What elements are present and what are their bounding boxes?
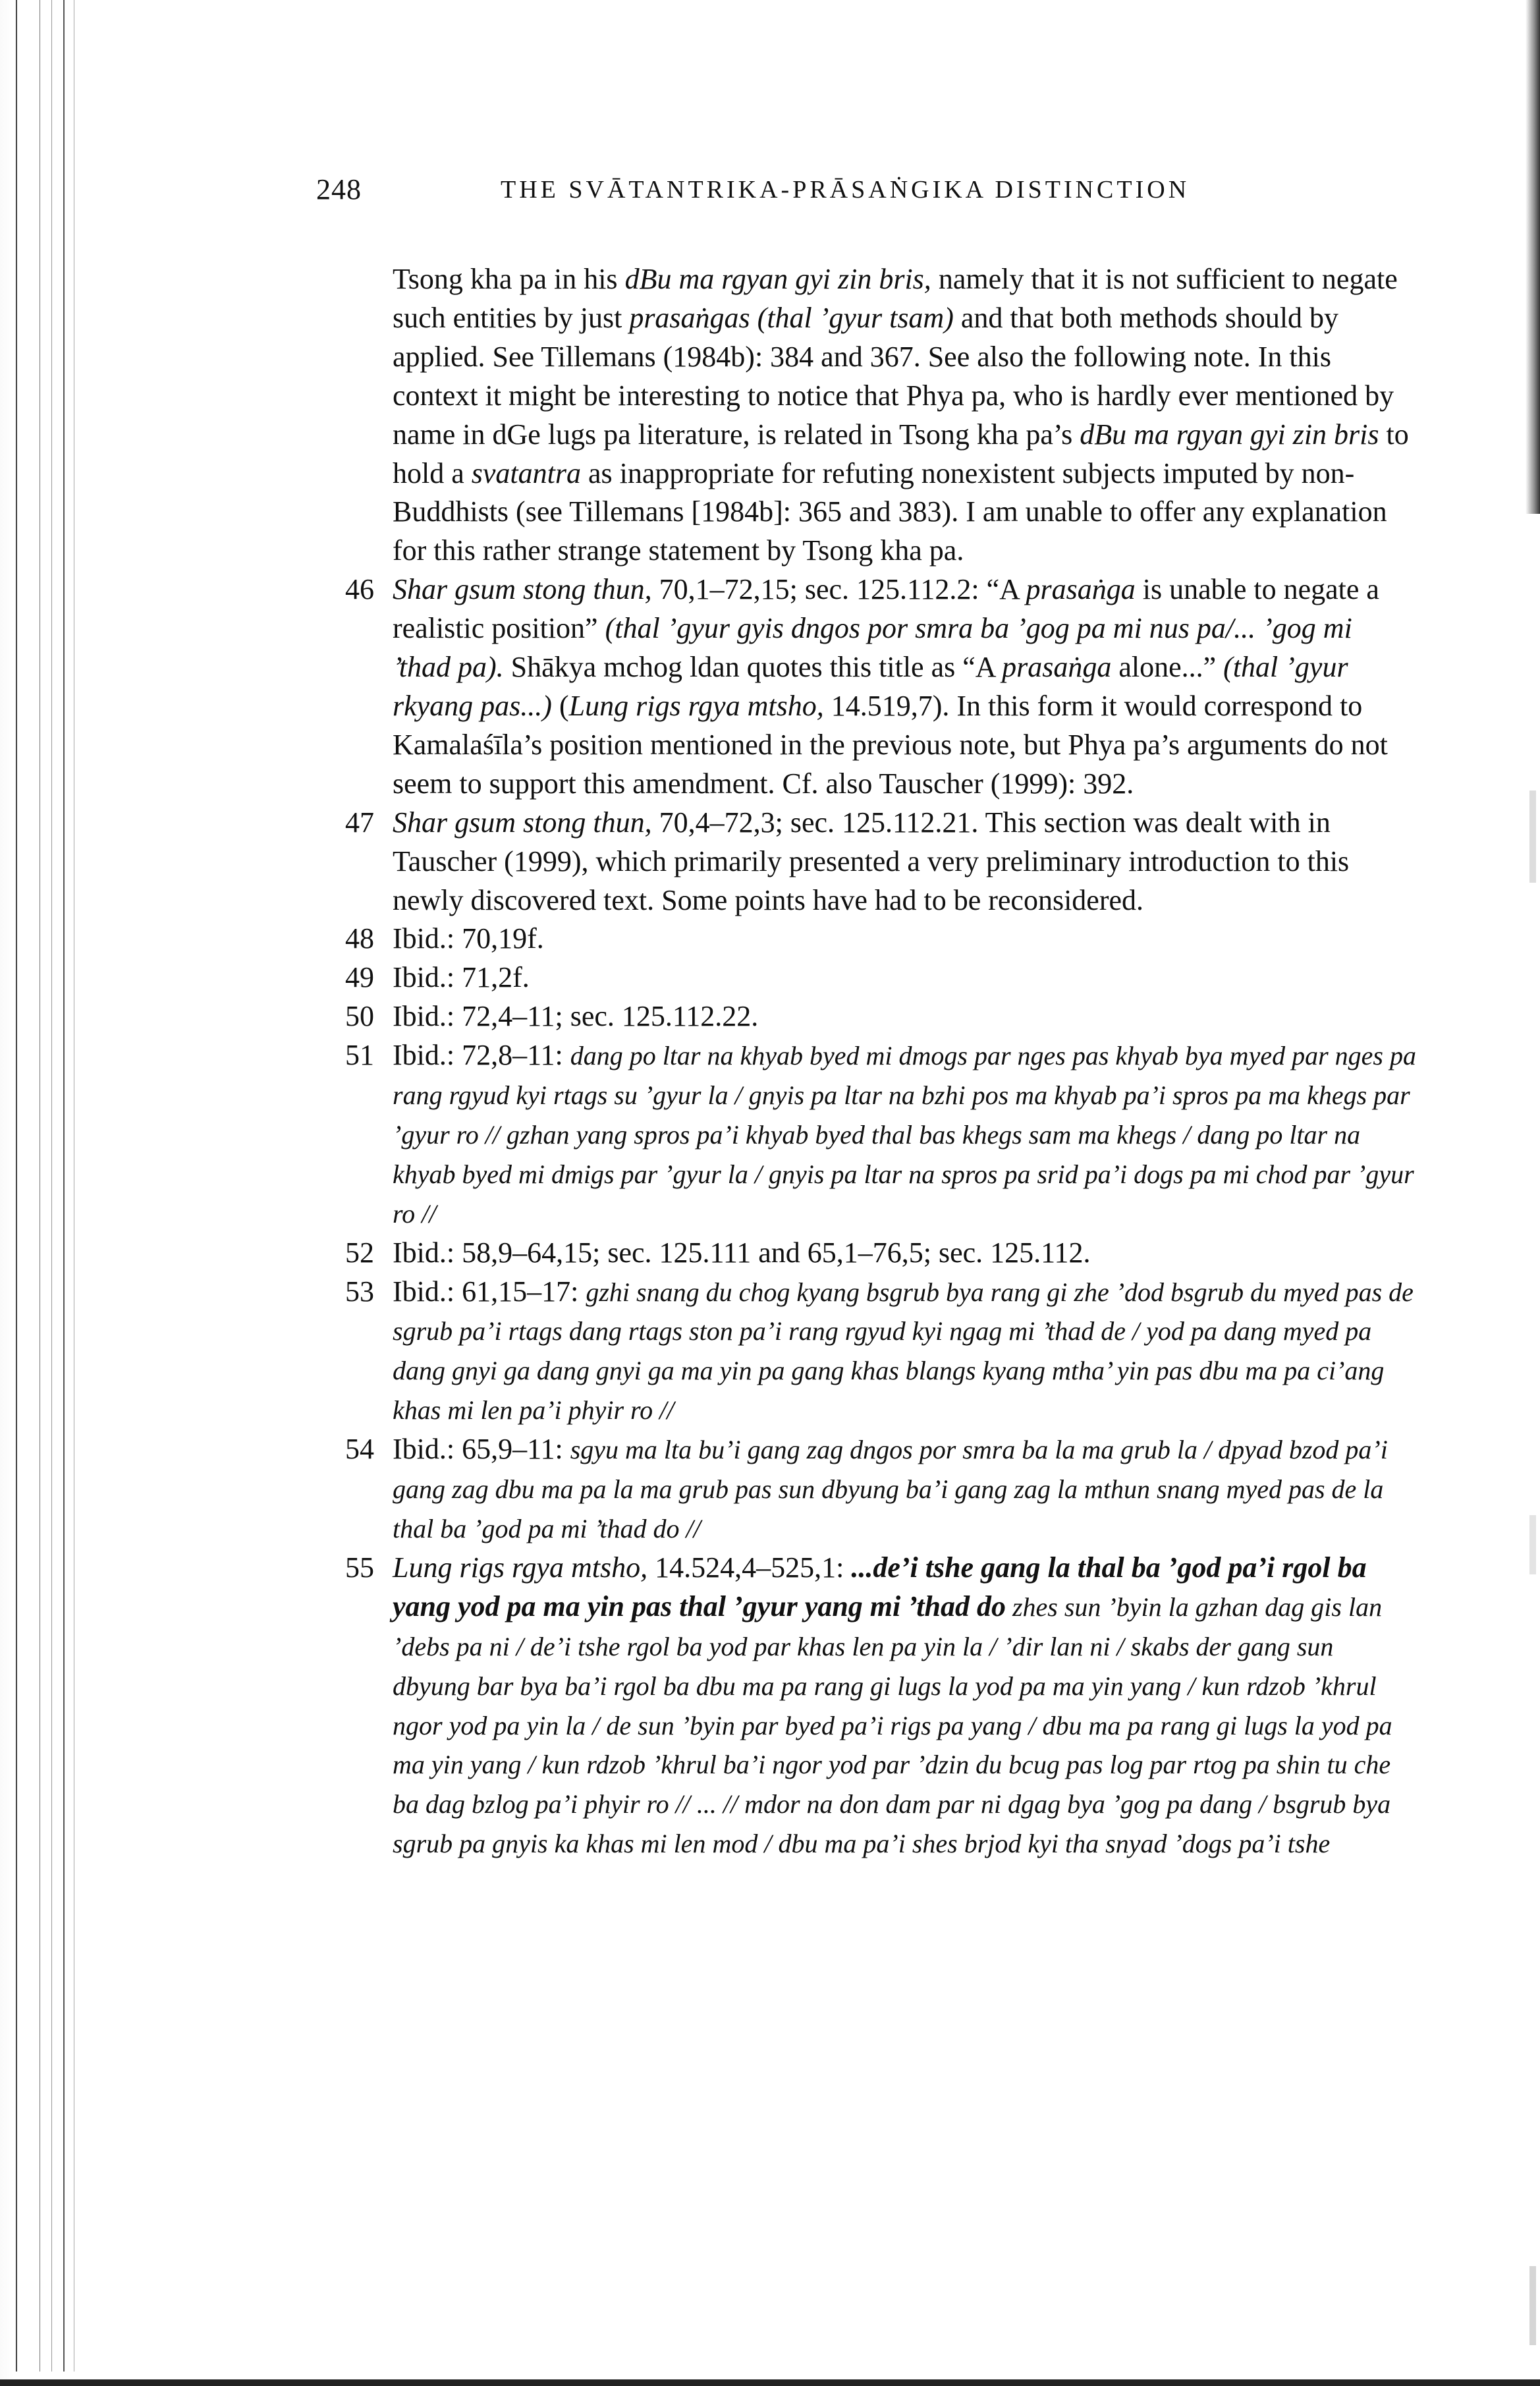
note-55: [345, 1549, 1416, 1864]
note-text: Tsong kha pa in his: [393, 263, 625, 295]
note-number: 46: [345, 573, 374, 606]
note-text: alone...”: [1111, 651, 1224, 684]
note-51: [345, 1036, 1416, 1234]
note-text: Ibid.: 72,4–11; sec. 125.112.22.: [393, 1000, 759, 1033]
note-number: 47: [345, 806, 374, 839]
note-number: 49: [345, 961, 374, 994]
note-title: Shar gsum stong thun,: [393, 806, 652, 839]
note-text: Ibid.: 61,15–17:: [393, 1275, 586, 1308]
note-text: and that both methods should by applied. See Tillemans (1984b): 384 and 367. See also the following note. In this context it might be interesting to notice that Phya pa, who is hardly ever mentioned by name in dGe lugs pa literature, is related in Tsong kha pa’s: [393, 301, 1394, 451]
note-term: prasaṅga: [1002, 651, 1112, 684]
note-term: svatantra: [471, 457, 581, 489]
note-term: prasaṅgas (thal ’gyur tsam): [629, 301, 954, 334]
note-tibetan: gzhi snang du chog kyang bsgrub bya rang gi zhe ’dod bsgrub du myed pas de sgrub pa’i rtags dang rtags ston pa’i rang rgyud kyi ngag mi ’thad de / yod pa dang myed pa dang gnyi ga dang gnyi ga ma yin pa gang khas blangs kyang mtha’ yin pas dbu ma pa ci’ang khas mi len pa’i phyir ro //: [393, 1277, 1414, 1426]
note-tibetan: sgyu ma lta bu’i gang zag dngos por smra ba la ma grub la / dpyad bzod pa’i gang zag dbu ma pa la ma grub pas sun dbyung ba’i gang zag la mthun snang myed pas de la thal ba ’god pa mi ’thad do //: [393, 1435, 1388, 1543]
scan-speckle: [1529, 2266, 1536, 2345]
note-text: namely that it is not sufficient to negate such entities by just: [393, 263, 1398, 334]
note-tibetan: (thal ’gyur gyis dngos por smra ba ’gog pa mi nus pa/... ’gog mi ’thad pa).: [393, 612, 1352, 684]
note-text: 70,4–72,3; sec. 125.112.21. This section was dealt with in Tauscher (1999), which primarily presented a very preliminary introduction to this newly discovered text. Some points have had to be reconsidered.: [393, 806, 1350, 916]
note-text: Ibid.: 70,19f.: [393, 922, 544, 955]
note-text: (: [551, 689, 569, 722]
gutter-line: [16, 0, 17, 2372]
note-title: Lung rigs rgya mtsho,: [568, 689, 824, 722]
note-number: 55: [345, 1551, 374, 1584]
scan-bottom-edge: [0, 2379, 1540, 2386]
page-number: 248: [316, 173, 362, 206]
note-title: Shar gsum stong thun,: [393, 573, 652, 606]
note-number: 52: [345, 1236, 374, 1269]
running-head: THE SVĀTANTRIKA-PRĀSAṄGIKA DISTINCTION: [501, 176, 1190, 204]
note-number: 50: [345, 1000, 374, 1033]
note-text: as inappropriate for refuting nonexistent subjects imputed by non-Buddhists (see Tillemans [1984b]: 365 and 383). I am unable to offer any explanation for this rather strange statement by Tsong kha pa.: [393, 457, 1387, 567]
endnotes: [345, 260, 1416, 1864]
note-text: Ibid.: 65,9–11:: [393, 1433, 570, 1466]
note-48: [345, 920, 1416, 958]
note-53: [345, 1273, 1416, 1431]
note-text: 14.524,4–525,1:: [647, 1551, 852, 1584]
note-text: is unable to negate a realistic position”: [393, 573, 1379, 645]
scan-right-edge: [1526, 0, 1540, 514]
note-text: Ibid.: 72,8–11:: [393, 1039, 570, 1072]
note-49: [345, 958, 1416, 997]
note-text: Ibid.: 71,2f.: [393, 961, 530, 994]
note-title: Lung rigs rgya mtsho,: [393, 1551, 648, 1584]
note-term: prasaṅga: [1026, 573, 1136, 606]
note-number: 51: [345, 1039, 374, 1072]
note-52: [345, 1234, 1416, 1273]
note-54: [345, 1430, 1416, 1549]
note-text: 70,1–72,15; sec. 125.112.2: “A: [651, 573, 1026, 606]
note-title: dBu ma rgyan gyi zin bris: [1080, 418, 1379, 451]
note-text: to hold a: [393, 418, 1409, 489]
note-50: [345, 997, 1416, 1036]
note-number: 48: [345, 922, 374, 955]
gutter-line: [51, 0, 52, 2372]
note-number: 53: [345, 1275, 374, 1308]
note-tibetan: dang po ltar na khyab byed mi dmogs par nges pas khyab bya myed par nges pa rang rgyud kyi rtags su ’gyur la / gnyis pa ltar na bzhi pos ma khyab pa’i spros pa ma khegs par ’gyur ro // gzhan yang spros pa’i khyab byed thal bas khegs sam ma khegs / dang po ltar na khyab byed mi dmigs par ’gyur la / gnyis pa ltar na spros pa srid pa’i dogs pa mi chod par ’gyur ro //: [393, 1041, 1416, 1229]
note-45-continuation: [369, 260, 1416, 570]
note-text: 14.519,7). In this form it would correspond to Kamalaśīla’s position mentioned in the previous note, but Phya pa’s arguments do not seem to support this amendment. Cf. also Tauscher (1999): 392.: [393, 689, 1388, 800]
note-tibetan: zhes sun ’byin la gzhan dag gis lan ’debs pa ni / de’i tshe rgol ba yod par khas len pa yin la / ’dir lan ni / skabs der gang sun dbyung bar bya ba’i rgol ba dbu ma pa rang gi lugs la yod pa ma yin yang / kun rdzob ’khrul ngor yod pa yin la / de sun ’byin par byed pa’i rigs pa yang / dbu ma pa rang gi lugs la yod pa ma yin yang / kun rdzob ’khrul ba’i ngor yod par ’dzin du bcug pas log par rtog pa shin tu che ba dag bzlog pa’i phyir ro // ... // mdor na don dam par ni dgag bya ’gog pa dang / bsgrub bya sgrub pa gnyis ka khas mi len mod / dbu ma pa’i shes brjod kyi tha snyad ’dogs pa’i tshe: [393, 1592, 1392, 1859]
gutter-line: [63, 0, 65, 2372]
note-tibetan: (thal ’gyur rkyang pas...): [393, 651, 1348, 722]
note-title: dBu ma rgyan gyi zin bris,: [624, 263, 931, 295]
note-text: Ibid.: 58,9–64,15; sec. 125.111 and 65,1–76,5; sec. 125.112.: [393, 1236, 1091, 1269]
note-text: Shākya mchog ldan quotes this title as “A: [503, 651, 1003, 684]
note-tibetan-emphasis: ...de’i tshe gang la thal ba ’god pa’i rgol ba yang yod pa ma yin pas thal ’gyur yang mi ’thad do: [393, 1551, 1367, 1623]
note-47: [345, 804, 1416, 920]
note-46: [345, 570, 1416, 803]
scan-speckle: [1529, 791, 1536, 883]
scan-gutter: [0, 0, 86, 2386]
scan-speckle: [1529, 1515, 1536, 1574]
note-number: 54: [345, 1433, 374, 1466]
page-header: [316, 173, 1357, 212]
